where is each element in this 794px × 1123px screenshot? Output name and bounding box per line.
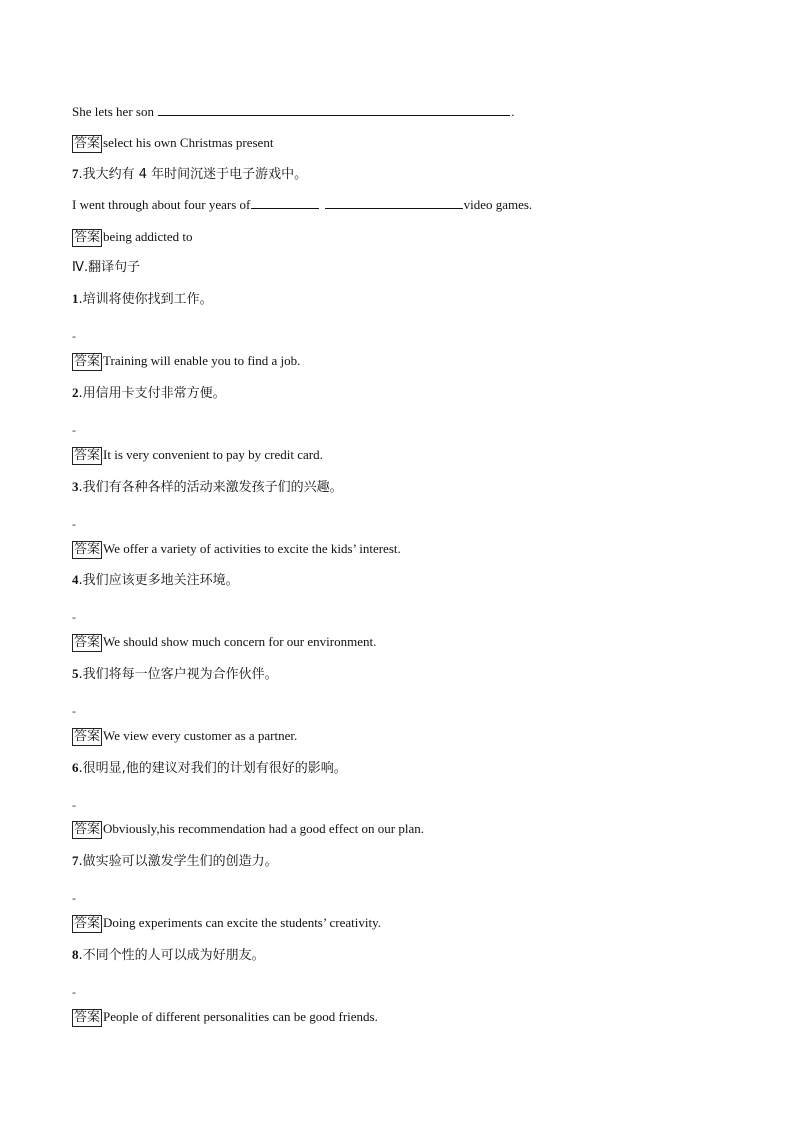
answer-line — [72, 228, 734, 247]
question-number: 6 — [72, 760, 79, 775]
question-7-suffix: video games. — [463, 197, 533, 212]
question-number: 7 — [72, 853, 79, 868]
answer-badge: 答案 — [74, 822, 101, 837]
answer-line — [72, 820, 734, 839]
answer-blank — [251, 196, 319, 209]
answer-placeholder-dash: - — [72, 985, 76, 999]
translation-question — [72, 759, 734, 778]
question-number: 3 — [72, 479, 79, 494]
answer-placeholder-dash: - — [72, 798, 76, 812]
answer-placeholder-dash: - — [72, 423, 76, 437]
question-number: 5 — [72, 666, 79, 681]
question-chinese-text: .我们应该更多地关注环境。 — [78, 573, 239, 588]
answer-badge: 答案 — [74, 916, 101, 931]
answer-placeholder-dash: - — [72, 517, 76, 531]
answer-badge: 答案 — [74, 1010, 101, 1025]
answer-badge: 答案 — [74, 230, 101, 245]
question-6-sentence — [72, 103, 734, 121]
question-6-suffix: . — [511, 104, 515, 119]
answer-badge: 答案 — [74, 354, 101, 369]
translation-question — [72, 478, 734, 497]
answer-blank — [325, 196, 463, 209]
answer-line — [72, 540, 734, 559]
translation-question — [72, 852, 734, 871]
answer-blank — [158, 103, 510, 116]
answer-line — [72, 446, 734, 465]
answer-text: being addicted to — [103, 229, 193, 244]
question-chinese-text: .我们将每一位客户视为合作伙伴。 — [78, 667, 278, 682]
answer-badge: 答案 — [74, 136, 101, 151]
answer-text: Training will enable you to find a job. — [103, 353, 301, 368]
answer-badge: 答案 — [74, 542, 101, 557]
answer-line — [72, 633, 734, 652]
translation-question — [72, 571, 734, 590]
question-chinese-text: .用信用卡支付非常方便。 — [78, 386, 226, 401]
translation-question — [72, 665, 734, 684]
question-7-prefix: I went through about four years of — [72, 197, 251, 212]
answer-text: It is very convenient to pay by credit card. — [103, 447, 323, 462]
answer-badge: 答案 — [74, 448, 101, 463]
answer-placeholder-dash: - — [72, 329, 76, 343]
question-chinese-text: .我大约有 4 年时间沉迷于电子游戏中。 — [78, 167, 308, 182]
answer-badge: 答案 — [74, 635, 101, 650]
answer-text: We view every customer as a partner. — [103, 728, 298, 743]
question-chinese-text: .不同个性的人可以成为好朋友。 — [78, 948, 265, 963]
translation-question — [72, 946, 734, 965]
answer-text: We should show much concern for our environment. — [103, 634, 377, 649]
answer-text: We offer a variety of activities to excite the kids’ interest. — [103, 541, 401, 556]
translation-question — [72, 384, 734, 403]
answer-placeholder-dash: - — [72, 891, 76, 905]
answer-text: Doing experiments can excite the students’ creativity. — [103, 915, 381, 930]
answer-placeholder-dash: - — [72, 704, 76, 718]
answer-placeholder-dash: - — [72, 610, 76, 624]
question-number: 1 — [72, 291, 79, 306]
question-number: 2 — [72, 385, 79, 400]
question-6-prefix: She lets her son — [72, 104, 154, 119]
answer-line — [72, 1008, 734, 1027]
answer-text: select his own Christmas present — [103, 135, 274, 150]
question-number: 4 — [72, 572, 79, 587]
section-title: Ⅳ.翻译句子 — [72, 260, 141, 275]
question-7-sentence — [72, 196, 734, 214]
answer-line — [72, 727, 734, 746]
answer-text: Obviously,his recommendation had a good effect on our plan. — [103, 821, 424, 836]
question-chinese-text: .很明显,他的建议对我们的计划有很好的影响。 — [78, 761, 347, 776]
answer-line — [72, 914, 734, 933]
question-number: 8 — [72, 947, 79, 962]
question-chinese-text: .我们有各种各样的活动来激发孩子们的兴趣。 — [78, 480, 343, 495]
question-chinese-text: .培训将使你找到工作。 — [78, 292, 213, 307]
answer-line — [72, 352, 734, 371]
answer-badge: 答案 — [74, 729, 101, 744]
answer-text: People of different personalities can be good friends. — [103, 1009, 378, 1024]
question-7-chinese — [72, 165, 734, 184]
question-chinese-text: .做实验可以激发学生们的创造力。 — [78, 854, 278, 869]
question-number: 7 — [72, 166, 79, 181]
answer-line — [72, 134, 734, 153]
translation-question — [72, 290, 734, 309]
